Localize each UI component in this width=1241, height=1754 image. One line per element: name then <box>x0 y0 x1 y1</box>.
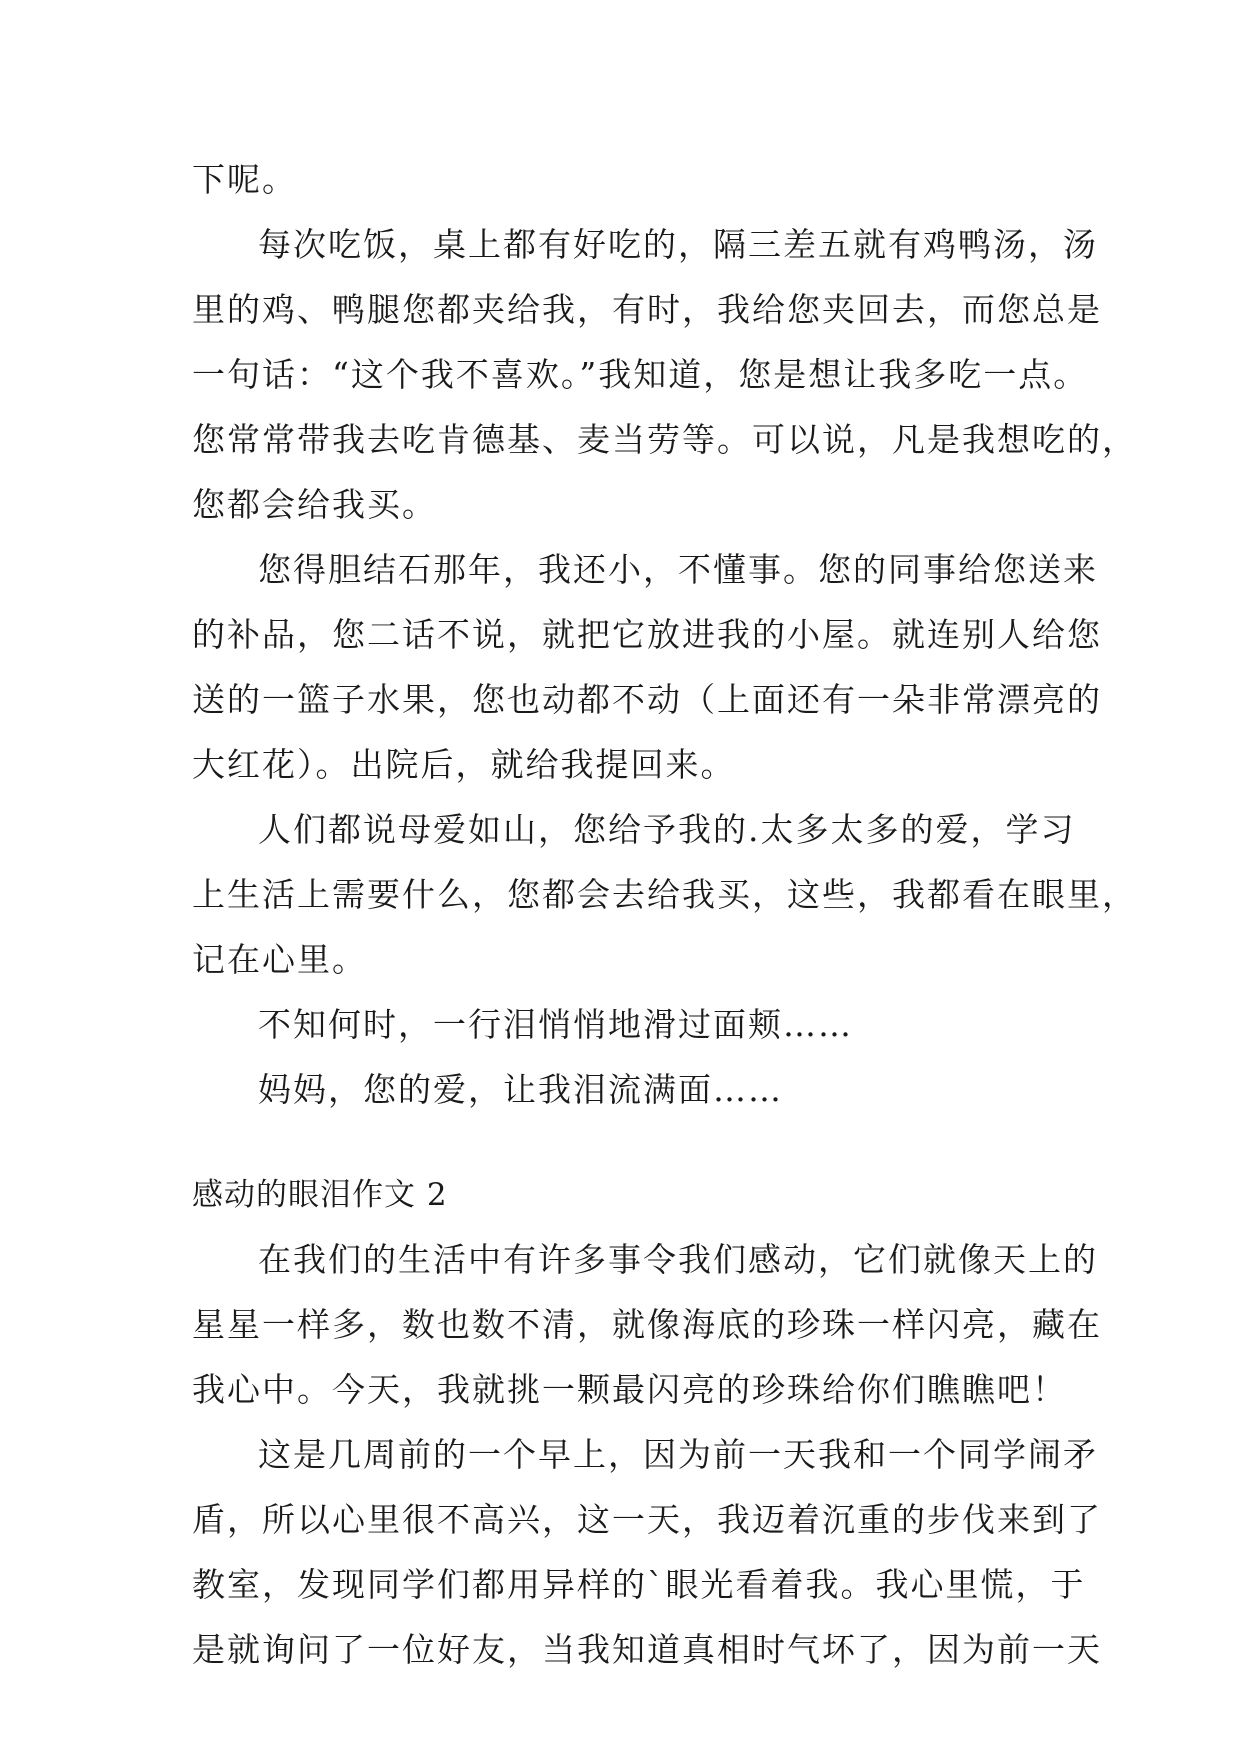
section-title: 感动的眼泪作文 2 <box>192 1177 448 1213</box>
paragraph-start: 不知何时，一行泪悄悄地滑过面颊…… <box>258 1005 853 1044</box>
text-line: 上生活上需要什么，您都会去给我买，这些，我都看在眼里， <box>192 875 1137 914</box>
paragraph-start: 每次吃饭，桌上都有好吃的，隔三差五就有鸡鸭汤，汤 <box>258 225 1098 264</box>
text-line: 下呢。 <box>192 160 297 199</box>
paragraph-start: 您得胆结石那年，我还小，不懂事。您的同事给您送来 <box>258 550 1098 589</box>
paragraph-start: 人们都说母爱如山，您给予我的.太多太多的爱，学习 <box>258 810 1076 849</box>
paragraph-start: 这是几周前的一个早上，因为前一天我和一个同学闹矛 <box>258 1435 1098 1474</box>
paragraph-start: 在我们的生活中有许多事令我们感动，它们就像天上的 <box>258 1240 1098 1279</box>
text-line: 的补品，您二话不说，就把它放进我的小屋。就连别人给您 <box>192 615 1102 654</box>
text-line: 是就询问了一位好友，当我知道真相时气坏了，因为前一天 <box>192 1630 1102 1669</box>
text-line: 您都会给我买。 <box>192 485 437 524</box>
paragraph-start: 妈妈，您的爱，让我泪流满面…… <box>258 1070 783 1109</box>
text-line: 记在心里。 <box>192 940 367 979</box>
text-line: 盾，所以心里很不高兴，这一天，我迈着沉重的步伐来到了 <box>192 1500 1102 1539</box>
text-line: 一句话：“这个我不喜欢。”我知道，您是想让我多吃一点。 <box>192 355 1089 394</box>
text-line: 里的鸡、鸭腿您都夹给我，有时，我给您夹回去，而您总是 <box>192 290 1102 329</box>
text-line: 星星一样多，数也数不清，就像海底的珍珠一样闪亮，藏在 <box>192 1305 1102 1344</box>
text-line: 送的一篮子水果，您也动都不动（上面还有一朵非常漂亮的 <box>192 680 1102 719</box>
text-line: 大红花）。出院后，就给我提回来。 <box>192 745 736 784</box>
text-line: 教室，发现同学们都用异样的`眼光看着我。我心里慌，于 <box>192 1565 1086 1604</box>
text-line: 您常常带我去吃肯德基、麦当劳等。可以说，凡是我想吃的， <box>192 420 1137 459</box>
text-line: 我心中。今天，我就挑一颗最闪亮的珍珠给你们瞧瞧吧！ <box>192 1370 1067 1409</box>
